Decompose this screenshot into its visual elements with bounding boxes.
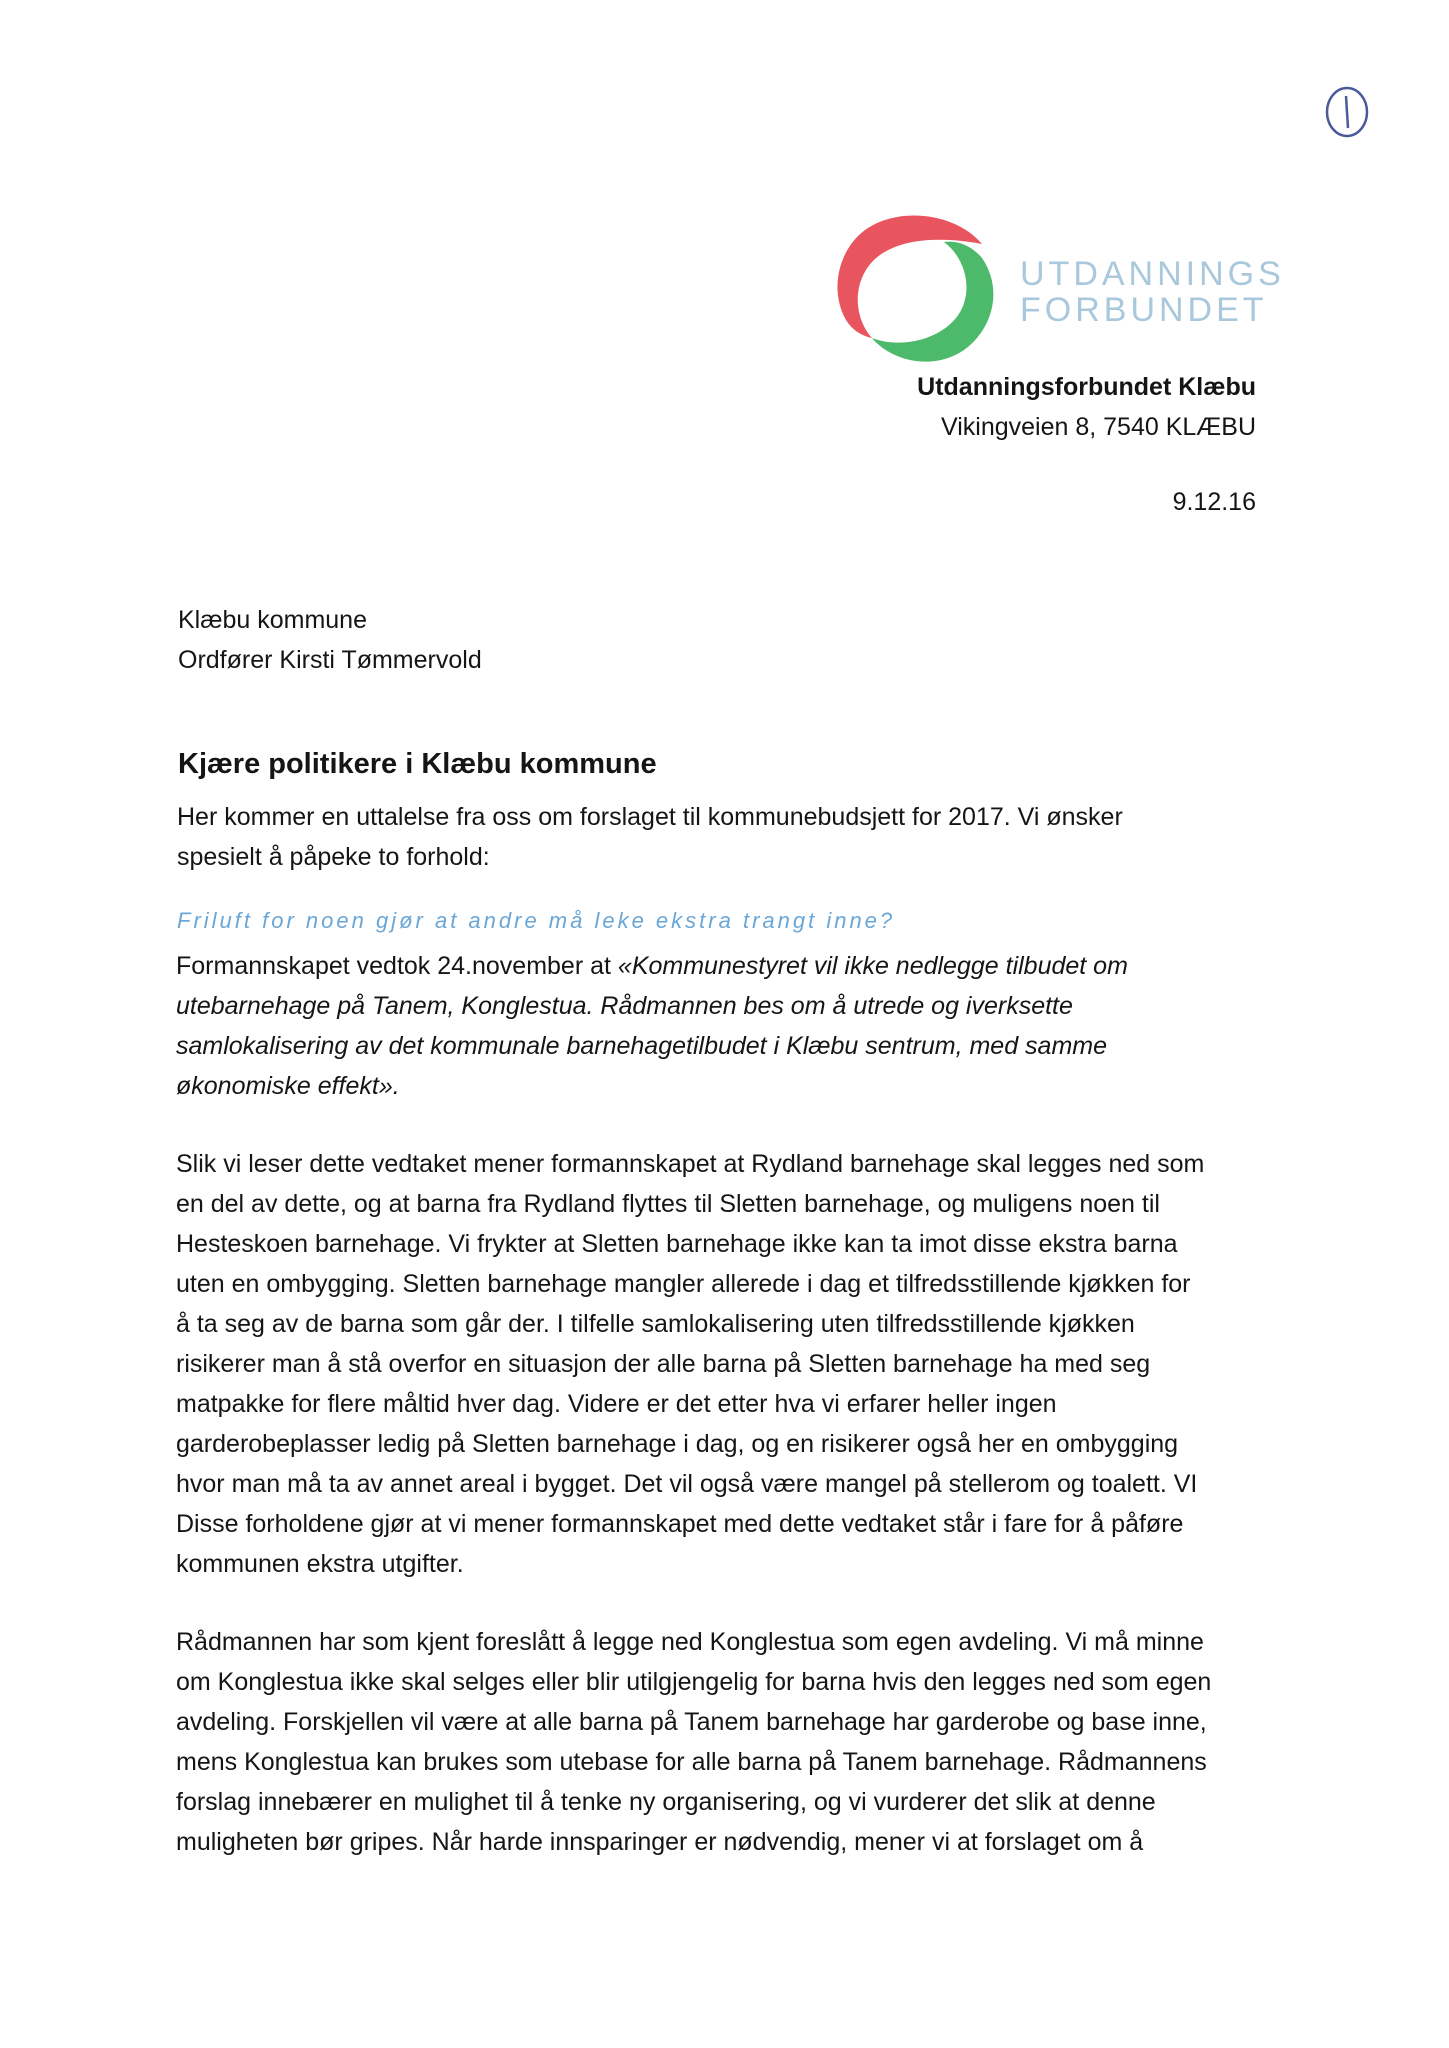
paragraph-line: mens Konglestua kan brukes som utebase for alle barna på Tanem barnehage. Rådmannens (176, 1748, 1207, 1776)
paragraph-line: garderobeplasser ledig på Sletten barnehage i dag, og en risikerer også her en ombygging (176, 1430, 1179, 1458)
recipient-line-2: Ordfører Kirsti Tømmervold (178, 646, 482, 674)
logo-line-2: FORBUNDET (1020, 291, 1268, 329)
logo-ring-icon (832, 210, 1002, 368)
paragraph-line: Hesteskoen barnehage. Vi frykter at Sletten barnehage ikke kan ta imot disse ekstra barna (176, 1230, 1178, 1258)
paragraph-line (176, 946, 1256, 986)
paragraph-line: å ta seg av de barna som går der. I tilfelle samlokalisering uten tilfredsstillende kjøkken (176, 1310, 1135, 1338)
sender-name: Utdanningsforbundet Klæbu (917, 373, 1256, 401)
sender-block (917, 367, 1256, 447)
paragraph-decision (176, 946, 1256, 1106)
letter-heading: Kjære politikere i Klæbu kommune (178, 748, 657, 780)
paragraph-rydland-sletten (176, 1144, 1256, 1584)
recipient-block (178, 600, 482, 680)
paragraph-line: hvor man må ta av annet areal i bygget. Det vil også være mangel på stellerom og toalett. VI (176, 1470, 1198, 1498)
paragraph-line: Rådmannen har som kjent foreslått å legge ned Konglestua som egen avdeling. Vi må minne (176, 1628, 1204, 1656)
handwritten-page-number (1322, 80, 1372, 140)
utdanningsforbundet-logo (832, 210, 1285, 370)
intro-paragraph (177, 797, 1197, 877)
section-subheading: Friluft for noen gjør at andre må leke ekstra trangt inne? (177, 908, 896, 933)
paragraph-konglestua (176, 1622, 1256, 1862)
decision-quote-line: utebarnehage på Tanem, Konglestua. Rådmannen bes om å utrede og iverksette (176, 992, 1073, 1020)
letter-date: 9.12.16 (1172, 488, 1256, 516)
decision-intro-text: Formannskapet vedtok 24.november at (176, 952, 618, 980)
intro-line: Her kommer en uttalelse fra oss om forslaget til kommunebudsjett for 2017. Vi ønsker (177, 803, 1123, 831)
paragraph-line: uten en ombygging. Sletten barnehage mangler allerede i dag et tilfredsstillende kjøkken for (176, 1270, 1191, 1298)
paragraph-line: matpakke for flere måltid hver dag. Videre er det etter hva vi erfarer heller ingen (176, 1390, 1057, 1418)
paragraph-line: en del av dette, og at barna fra Rydland flyttes til Sletten barnehage, og muligens noen til (176, 1190, 1160, 1218)
paragraph-line: forslag innebærer en mulighet til å tenke ny organisering, og vi vurderer det slik at denne (176, 1788, 1156, 1816)
decision-quote-line: samlokalisering av det kommunale barnehagetilbudet i Klæbu sentrum, med samme (176, 1032, 1108, 1060)
logo-line-1: UTDANNINGS (1020, 255, 1285, 293)
paragraph-line: om Konglestua ikke skal selges eller blir utilgjengelig for barna hvis den legges ned som egen (176, 1668, 1212, 1696)
paragraph-line: muligheten bør gripes. Når harde innsparinger er nødvendig, mener vi at forslaget om å (176, 1828, 1144, 1856)
logo-wordmark (1020, 256, 1285, 328)
paragraph-line: avdeling. Forskjellen vil være at alle barna på Tanem barnehage har garderobe og base inne, (176, 1708, 1207, 1736)
decision-quote-line: økonomiske effekt». (176, 1072, 400, 1100)
intro-line: spesielt å påpeke to forhold: (177, 843, 490, 871)
paragraph-line: Slik vi leser dette vedtaket mener formannskapet at Rydland barnehage skal legges ned som (176, 1150, 1205, 1178)
paragraph-line: Disse forholdene gjør at vi mener formannskapet med dette vedtaket står i fare for å påføre (176, 1510, 1184, 1538)
paragraph-line: risikerer man å stå overfor en situasjon der alle barna på Sletten barnehage ha med seg (176, 1350, 1151, 1378)
decision-quote-start: «Kommunestyret vil ikke nedlegge tilbudet om (617, 952, 1128, 980)
sender-address: Vikingveien 8, 7540 KLÆBU (940, 413, 1256, 441)
recipient-line-1: Klæbu kommune (178, 606, 367, 634)
paragraph-line: kommunen ekstra utgifter. (176, 1550, 464, 1578)
